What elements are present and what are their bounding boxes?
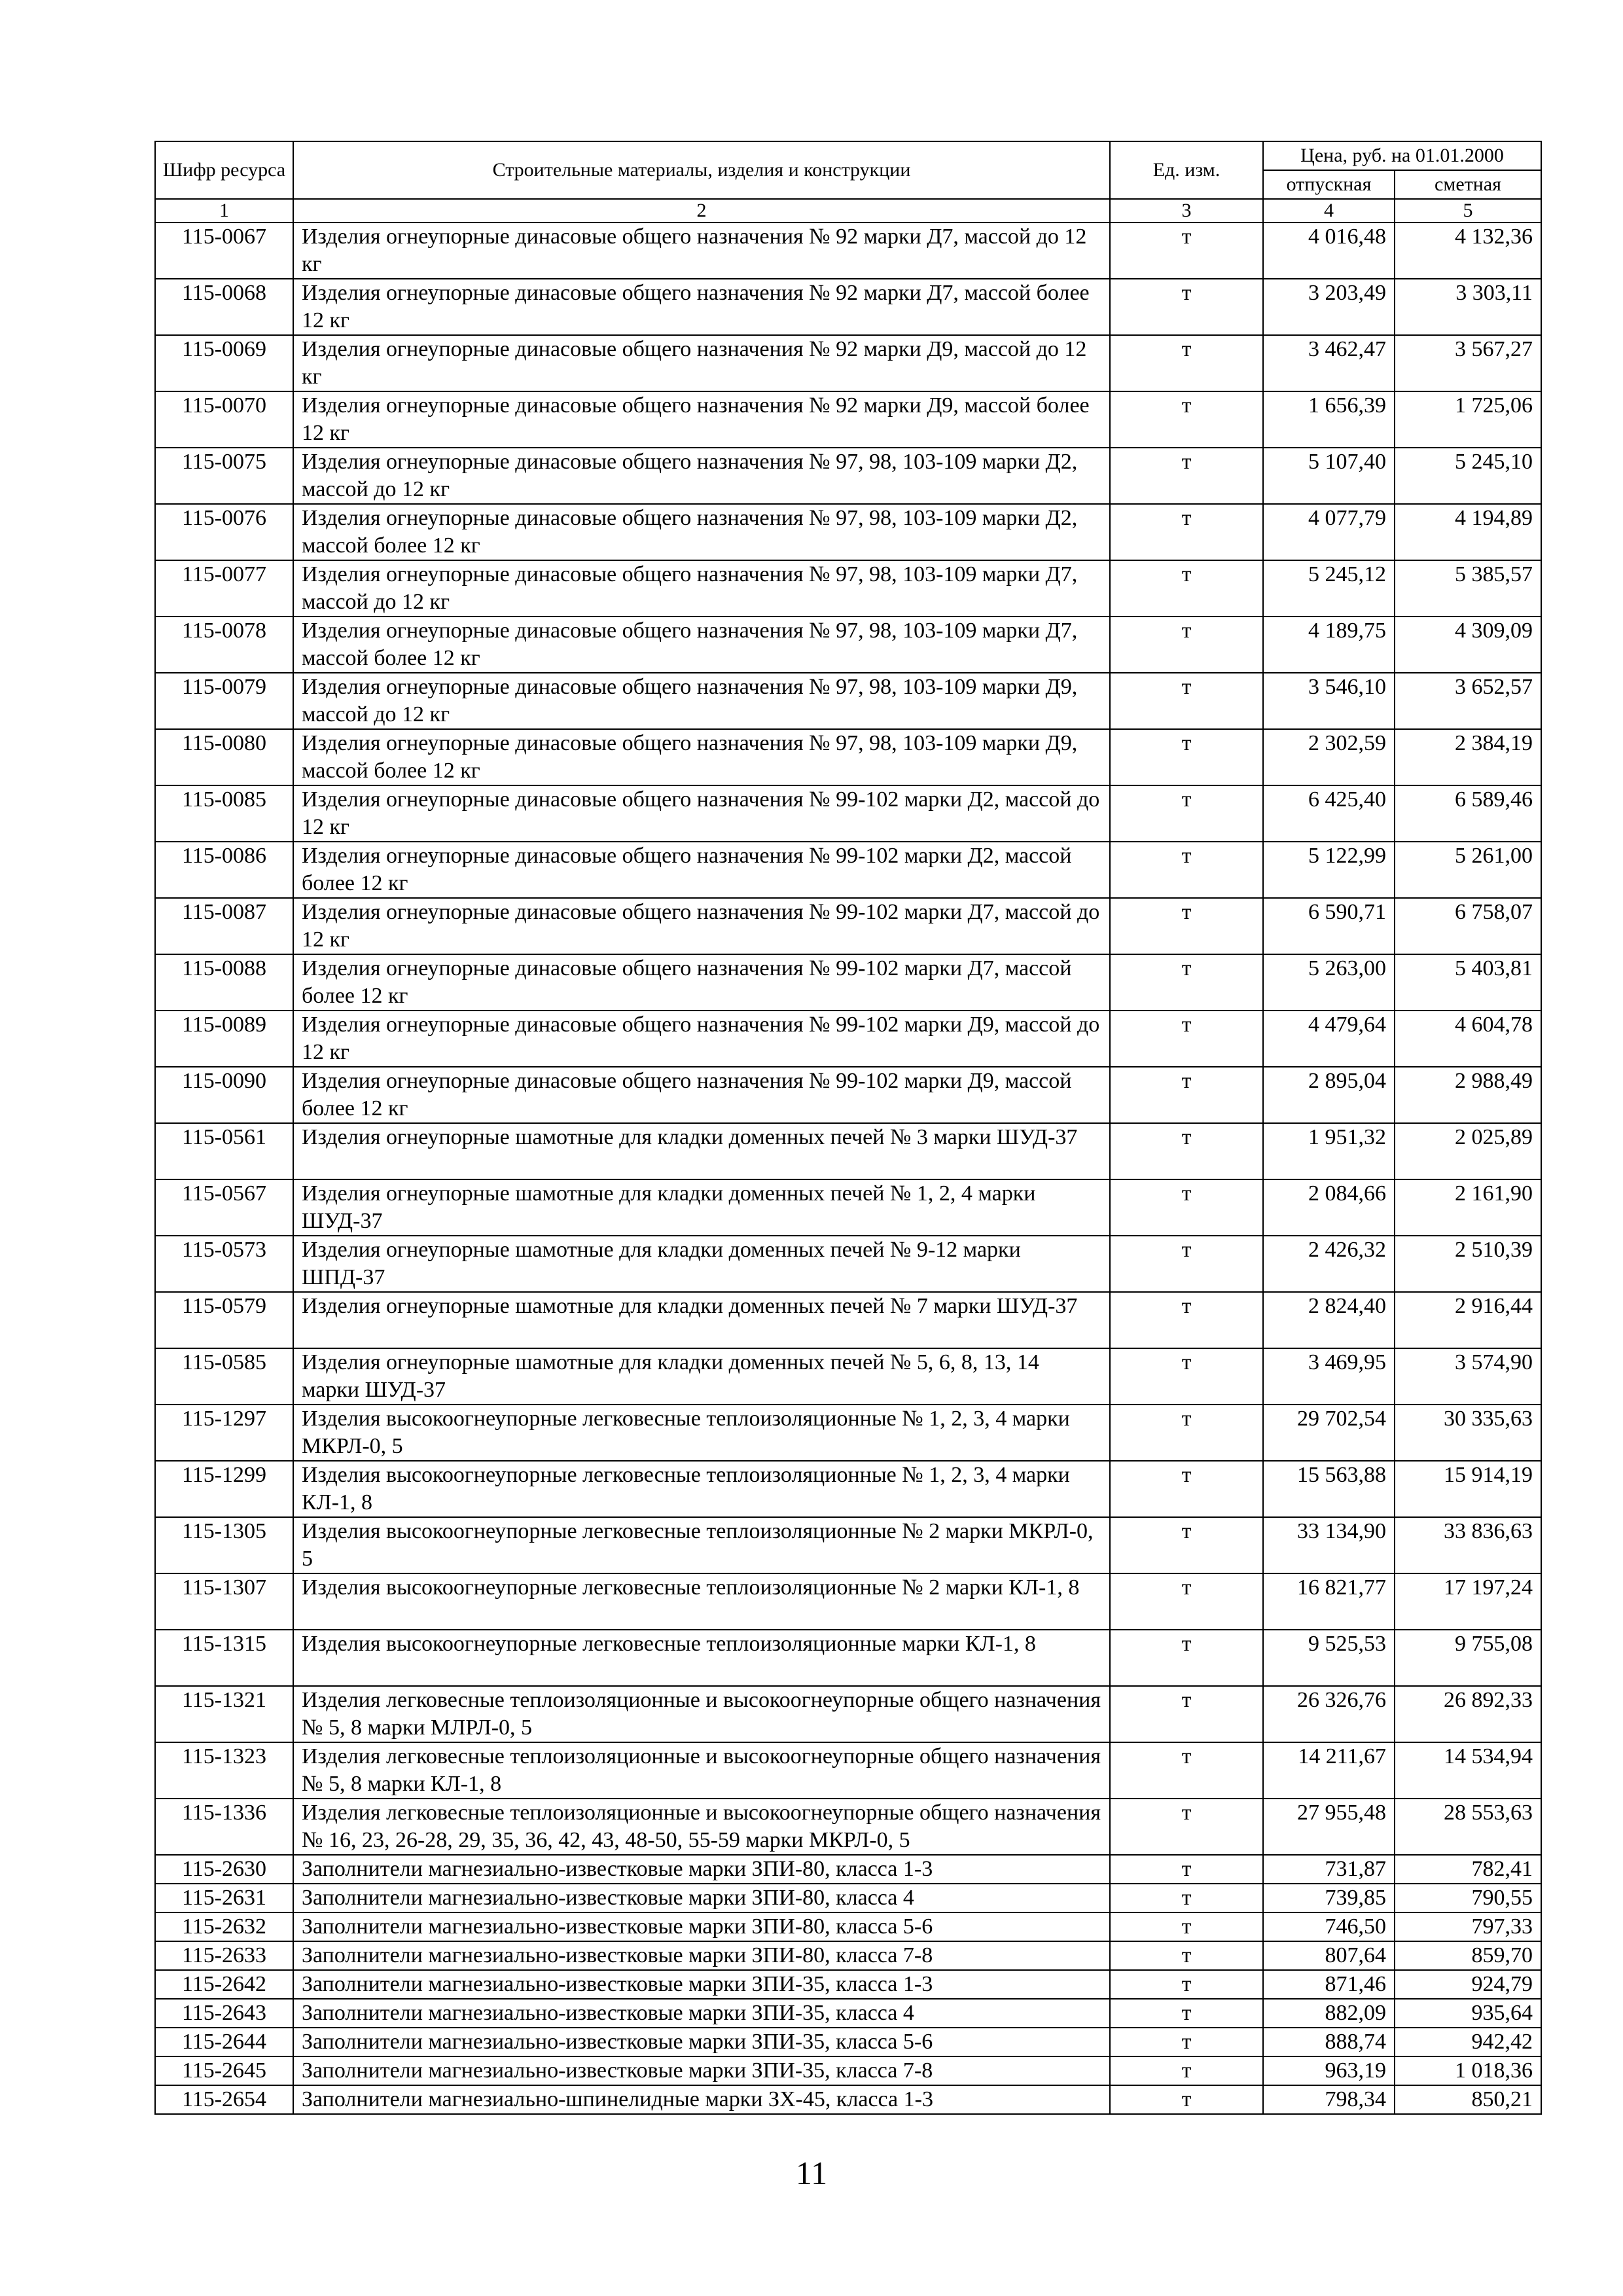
table-row xyxy=(155,1405,1541,1461)
resource-code: 115-0567 xyxy=(155,1179,293,1236)
material-name: Изделия огнеупорные динасовые общего назначения № 99-102 марки Д9, массой более 12 кг xyxy=(293,1067,1110,1123)
unit-cell: т xyxy=(1110,1799,1263,1855)
unit-cell: т xyxy=(1110,729,1263,785)
estimate-price: 5 245,10 xyxy=(1395,448,1541,504)
table-row xyxy=(155,1517,1541,1573)
resource-code: 115-0561 xyxy=(155,1123,293,1179)
wholesale-price: 3 469,95 xyxy=(1263,1348,1395,1405)
table-row xyxy=(155,842,1541,898)
table-row xyxy=(155,391,1541,448)
estimate-price: 790,55 xyxy=(1395,1884,1541,1912)
header-price: Цена, руб. на 01.01.2000 xyxy=(1263,141,1541,170)
estimate-price: 3 574,90 xyxy=(1395,1348,1541,1405)
unit-cell: т xyxy=(1110,785,1263,842)
unit-cell: т xyxy=(1110,1941,1263,1970)
unit-cell: т xyxy=(1110,335,1263,391)
unit-cell: т xyxy=(1110,1011,1263,1067)
table-row xyxy=(155,1742,1541,1799)
unit-cell: т xyxy=(1110,1573,1263,1630)
resource-code: 115-1299 xyxy=(155,1461,293,1517)
estimate-price: 2 384,19 xyxy=(1395,729,1541,785)
resource-code: 115-2644 xyxy=(155,2028,293,2056)
material-name: Заполнители магнезиально-известковые марки ЗПИ-80, класса 4 xyxy=(293,1884,1110,1912)
unit-cell: т xyxy=(1110,279,1263,335)
estimate-price: 15 914,19 xyxy=(1395,1461,1541,1517)
estimate-price: 4 309,09 xyxy=(1395,617,1541,673)
estimate-price: 28 553,63 xyxy=(1395,1799,1541,1855)
estimate-price: 33 836,63 xyxy=(1395,1517,1541,1573)
material-name: Заполнители магнезиально-известковые марки ЗПИ-80, класса 7-8 xyxy=(293,1941,1110,1970)
table-row xyxy=(155,1855,1541,1884)
estimate-price: 1 725,06 xyxy=(1395,391,1541,448)
resource-code: 115-0080 xyxy=(155,729,293,785)
unit-cell: т xyxy=(1110,673,1263,729)
resource-code: 115-1315 xyxy=(155,1630,293,1686)
estimate-price: 797,33 xyxy=(1395,1912,1541,1941)
header-col-number: 3 xyxy=(1110,199,1263,223)
estimate-price: 5 261,00 xyxy=(1395,842,1541,898)
wholesale-price: 5 245,12 xyxy=(1263,560,1395,617)
unit-cell: т xyxy=(1110,504,1263,560)
material-name: Изделия огнеупорные шамотные для кладки доменных печей № 5, 6, 8, 13, 14 марки ШУД-37 xyxy=(293,1348,1110,1405)
unit-cell: т xyxy=(1110,1179,1263,1236)
table-row xyxy=(155,1941,1541,1970)
wholesale-price: 4 479,64 xyxy=(1263,1011,1395,1067)
material-name: Изделия огнеупорные шамотные для кладки доменных печей № 9-12 марки ШПД-37 xyxy=(293,1236,1110,1292)
table-row xyxy=(155,279,1541,335)
wholesale-price: 2 426,32 xyxy=(1263,1236,1395,1292)
estimate-price: 9 755,08 xyxy=(1395,1630,1541,1686)
table-row xyxy=(155,2056,1541,2085)
wholesale-price: 15 563,88 xyxy=(1263,1461,1395,1517)
resource-code: 115-2633 xyxy=(155,1941,293,1970)
unit-cell: т xyxy=(1110,448,1263,504)
material-name: Изделия огнеупорные динасовые общего назначения № 92 марки Д9, массой более 12 кг xyxy=(293,391,1110,448)
table-row xyxy=(155,448,1541,504)
resource-code: 115-1305 xyxy=(155,1517,293,1573)
wholesale-price: 27 955,48 xyxy=(1263,1799,1395,1855)
table-row xyxy=(155,1884,1541,1912)
estimate-price: 6 758,07 xyxy=(1395,898,1541,954)
wholesale-price: 871,46 xyxy=(1263,1970,1395,1999)
unit-cell: т xyxy=(1110,1912,1263,1941)
estimate-price: 2 988,49 xyxy=(1395,1067,1541,1123)
resource-code: 115-0579 xyxy=(155,1292,293,1348)
resource-code: 115-0090 xyxy=(155,1067,293,1123)
table-row xyxy=(155,1686,1541,1742)
estimate-price: 4 194,89 xyxy=(1395,504,1541,560)
wholesale-price: 2 824,40 xyxy=(1263,1292,1395,1348)
material-name: Изделия высокоогнеупорные легковесные теплоизоляционные № 2 марки КЛ-1, 8 xyxy=(293,1573,1110,1630)
unit-cell: т xyxy=(1110,1348,1263,1405)
table-row xyxy=(155,1799,1541,1855)
material-name: Изделия высокоогнеупорные легковесные теплоизоляционные марки КЛ-1, 8 xyxy=(293,1630,1110,1686)
estimate-price: 3 567,27 xyxy=(1395,335,1541,391)
estimate-price: 1 018,36 xyxy=(1395,2056,1541,2085)
resource-code: 115-2643 xyxy=(155,1999,293,2028)
material-name: Изделия огнеупорные динасовые общего назначения № 97, 98, 103-109 марки Д9, массой более 12 кг xyxy=(293,729,1110,785)
estimate-price: 26 892,33 xyxy=(1395,1686,1541,1742)
table-row xyxy=(155,2028,1541,2056)
estimate-price: 14 534,94 xyxy=(1395,1742,1541,1799)
material-name: Заполнители магнезиально-известковые марки ЗПИ-35, класса 5-6 xyxy=(293,2028,1110,2056)
unit-cell: т xyxy=(1110,617,1263,673)
resource-code: 115-0075 xyxy=(155,448,293,504)
table-row xyxy=(155,1179,1541,1236)
resource-code: 115-0079 xyxy=(155,673,293,729)
resource-code: 115-2632 xyxy=(155,1912,293,1941)
material-name: Изделия огнеупорные динасовые общего назначения № 99-102 марки Д2, массой более 12 кг xyxy=(293,842,1110,898)
resource-code: 115-0086 xyxy=(155,842,293,898)
material-name: Заполнители магнезиально-известковые марки ЗПИ-80, класса 5-6 xyxy=(293,1912,1110,1941)
table-row xyxy=(155,1348,1541,1405)
material-name: Заполнители магнезиально-известковые марки ЗПИ-80, класса 1-3 xyxy=(293,1855,1110,1884)
header-col-number: 2 xyxy=(293,199,1110,223)
page-number: 11 xyxy=(795,2155,828,2191)
wholesale-price: 963,19 xyxy=(1263,2056,1395,2085)
resource-code: 115-0573 xyxy=(155,1236,293,1292)
price-table xyxy=(154,141,1542,2115)
table-row xyxy=(155,223,1541,279)
material-name: Изделия огнеупорные динасовые общего назначения № 97, 98, 103-109 марки Д7, массой более 12 кг xyxy=(293,617,1110,673)
material-name: Изделия огнеупорные динасовые общего назначения № 92 марки Д7, массой до 12 кг xyxy=(293,223,1110,279)
wholesale-price: 731,87 xyxy=(1263,1855,1395,1884)
wholesale-price: 2 302,59 xyxy=(1263,729,1395,785)
estimate-price: 2 025,89 xyxy=(1395,1123,1541,1179)
table-row xyxy=(155,1573,1541,1630)
estimate-price: 6 589,46 xyxy=(1395,785,1541,842)
unit-cell: т xyxy=(1110,2085,1263,2114)
material-name: Изделия огнеупорные динасовые общего назначения № 99-102 марки Д9, массой до 12 кг xyxy=(293,1011,1110,1067)
estimate-price: 782,41 xyxy=(1395,1855,1541,1884)
wholesale-price: 6 425,40 xyxy=(1263,785,1395,842)
wholesale-price: 1 951,32 xyxy=(1263,1123,1395,1179)
material-name: Изделия легковесные теплоизоляционные и высокоогнеупорные общего назначения № 5, 8 марки МЛРЛ-0, 5 xyxy=(293,1686,1110,1742)
unit-cell: т xyxy=(1110,1123,1263,1179)
estimate-price: 5 403,81 xyxy=(1395,954,1541,1011)
material-name: Изделия огнеупорные динасовые общего назначения № 97, 98, 103-109 марки Д2, массой более 12 кг xyxy=(293,504,1110,560)
resource-code: 115-1307 xyxy=(155,1573,293,1630)
estimate-price: 2 916,44 xyxy=(1395,1292,1541,1348)
table-row xyxy=(155,1292,1541,1348)
resource-code: 115-1336 xyxy=(155,1799,293,1855)
wholesale-price: 2 084,66 xyxy=(1263,1179,1395,1236)
estimate-price: 4 132,36 xyxy=(1395,223,1541,279)
wholesale-price: 4 016,48 xyxy=(1263,223,1395,279)
material-name: Изделия высокоогнеупорные легковесные теплоизоляционные № 1, 2, 3, 4 марки МКРЛ-0, 5 xyxy=(293,1405,1110,1461)
estimate-price: 3 652,57 xyxy=(1395,673,1541,729)
wholesale-price: 739,85 xyxy=(1263,1884,1395,1912)
estimate-price: 5 385,57 xyxy=(1395,560,1541,617)
unit-cell: т xyxy=(1110,1236,1263,1292)
resource-code: 115-0088 xyxy=(155,954,293,1011)
wholesale-price: 33 134,90 xyxy=(1263,1517,1395,1573)
header-unit: Ед. изм. xyxy=(1110,141,1263,199)
material-name: Изделия огнеупорные динасовые общего назначения № 99-102 марки Д7, массой более 12 кг xyxy=(293,954,1110,1011)
wholesale-price: 5 107,40 xyxy=(1263,448,1395,504)
material-name: Изделия огнеупорные динасовые общего назначения № 99-102 марки Д7, массой до 12 кг xyxy=(293,898,1110,954)
table-body xyxy=(155,223,1541,2114)
table-header xyxy=(155,141,1541,223)
table-row xyxy=(155,898,1541,954)
wholesale-price: 26 326,76 xyxy=(1263,1686,1395,1742)
resource-code: 115-2654 xyxy=(155,2085,293,2114)
resource-code: 115-1321 xyxy=(155,1686,293,1742)
material-name: Изделия легковесные теплоизоляционные и высокоогнеупорные общего назначения № 5, 8 марки КЛ-1, 8 xyxy=(293,1742,1110,1799)
header-estimate: сметная xyxy=(1395,170,1541,199)
wholesale-price: 2 895,04 xyxy=(1263,1067,1395,1123)
resource-code: 115-2631 xyxy=(155,1884,293,1912)
unit-cell: т xyxy=(1110,2028,1263,2056)
resource-code: 115-0078 xyxy=(155,617,293,673)
unit-cell: т xyxy=(1110,1517,1263,1573)
resource-code: 115-0076 xyxy=(155,504,293,560)
resource-code: 115-1297 xyxy=(155,1405,293,1461)
wholesale-price: 4 189,75 xyxy=(1263,617,1395,673)
unit-cell: т xyxy=(1110,1067,1263,1123)
table-row xyxy=(155,1236,1541,1292)
unit-cell: т xyxy=(1110,1855,1263,1884)
material-name: Изделия высокоогнеупорные легковесные теплоизоляционные № 1, 2, 3, 4 марки КЛ-1, 8 xyxy=(293,1461,1110,1517)
unit-cell: т xyxy=(1110,898,1263,954)
wholesale-price: 798,34 xyxy=(1263,2085,1395,2114)
material-name: Изделия легковесные теплоизоляционные и высокоогнеупорные общего назначения № 16, 23, 26-28, 29, 35, 36, 42, 43, 48-50, 55-59 марки МКРЛ-0, 5 xyxy=(293,1799,1110,1855)
table-row xyxy=(155,1630,1541,1686)
header-col-number: 5 xyxy=(1395,199,1541,223)
material-name: Изделия огнеупорные динасовые общего назначения № 97, 98, 103-109 марки Д9, массой до 12 кг xyxy=(293,673,1110,729)
table-row xyxy=(155,504,1541,560)
resource-code: 115-0070 xyxy=(155,391,293,448)
material-name: Заполнители магнезиально-известковые марки ЗПИ-35, класса 7-8 xyxy=(293,2056,1110,2085)
material-name: Заполнители магнезиально-известковые марки ЗПИ-35, класса 1-3 xyxy=(293,1970,1110,1999)
wholesale-price: 3 546,10 xyxy=(1263,673,1395,729)
unit-cell: т xyxy=(1110,1742,1263,1799)
resource-code: 115-0089 xyxy=(155,1011,293,1067)
wholesale-price: 6 590,71 xyxy=(1263,898,1395,954)
estimate-price: 850,21 xyxy=(1395,2085,1541,2114)
resource-code: 115-2645 xyxy=(155,2056,293,2085)
estimate-price: 935,64 xyxy=(1395,1999,1541,2028)
resource-code: 115-0087 xyxy=(155,898,293,954)
table-row xyxy=(155,1970,1541,1999)
resource-code: 115-0068 xyxy=(155,279,293,335)
table-row xyxy=(155,2085,1541,2114)
unit-cell: т xyxy=(1110,1461,1263,1517)
table-row xyxy=(155,335,1541,391)
estimate-price: 924,79 xyxy=(1395,1970,1541,1999)
wholesale-price: 3 203,49 xyxy=(1263,279,1395,335)
estimate-price: 942,42 xyxy=(1395,2028,1541,2056)
wholesale-price: 9 525,53 xyxy=(1263,1630,1395,1686)
header-col-number: 4 xyxy=(1263,199,1395,223)
header-wholesale: отпускная xyxy=(1263,170,1395,199)
unit-cell: т xyxy=(1110,954,1263,1011)
unit-cell: т xyxy=(1110,2056,1263,2085)
material-name: Изделия огнеупорные динасовые общего назначения № 92 марки Д7, массой более 12 кг xyxy=(293,279,1110,335)
resource-code: 115-0069 xyxy=(155,335,293,391)
wholesale-price: 5 263,00 xyxy=(1263,954,1395,1011)
unit-cell: т xyxy=(1110,1999,1263,2028)
material-name: Изделия огнеупорные динасовые общего назначения № 99-102 марки Д2, массой до 12 кг xyxy=(293,785,1110,842)
wholesale-price: 888,74 xyxy=(1263,2028,1395,2056)
estimate-price: 859,70 xyxy=(1395,1941,1541,1970)
table-row xyxy=(155,1461,1541,1517)
wholesale-price: 14 211,67 xyxy=(1263,1742,1395,1799)
table-row xyxy=(155,954,1541,1011)
material-name: Изделия огнеупорные шамотные для кладки доменных печей № 1, 2, 4 марки ШУД-37 xyxy=(293,1179,1110,1236)
header-col-number: 1 xyxy=(155,199,293,223)
wholesale-price: 3 462,47 xyxy=(1263,335,1395,391)
estimate-price: 17 197,24 xyxy=(1395,1573,1541,1630)
unit-cell: т xyxy=(1110,1686,1263,1742)
resource-code: 115-2642 xyxy=(155,1970,293,1999)
estimate-price: 2 161,90 xyxy=(1395,1179,1541,1236)
resource-code: 115-0085 xyxy=(155,785,293,842)
unit-cell: т xyxy=(1110,1884,1263,1912)
table-row xyxy=(155,729,1541,785)
header-code: Шифр ресурса xyxy=(155,141,293,199)
table-row xyxy=(155,1067,1541,1123)
wholesale-price: 29 702,54 xyxy=(1263,1405,1395,1461)
unit-cell: т xyxy=(1110,223,1263,279)
estimate-price: 30 335,63 xyxy=(1395,1405,1541,1461)
material-name: Изделия высокоогнеупорные легковесные теплоизоляционные № 2 марки МКРЛ-0, 5 xyxy=(293,1517,1110,1573)
header-name: Строительные материалы, изделия и конструкции xyxy=(293,141,1110,199)
material-name: Изделия огнеупорные шамотные для кладки доменных печей № 7 марки ШУД-37 xyxy=(293,1292,1110,1348)
unit-cell: т xyxy=(1110,560,1263,617)
material-name: Изделия огнеупорные динасовые общего назначения № 97, 98, 103-109 марки Д2, массой до 12 кг xyxy=(293,448,1110,504)
estimate-price: 4 604,78 xyxy=(1395,1011,1541,1067)
table-row xyxy=(155,1912,1541,1941)
wholesale-price: 5 122,99 xyxy=(1263,842,1395,898)
resource-code: 115-0067 xyxy=(155,223,293,279)
wholesale-price: 807,64 xyxy=(1263,1941,1395,1970)
table-row xyxy=(155,673,1541,729)
material-name: Заполнители магнезиально-шпинелидные марки ЗХ-45, класса 1-3 xyxy=(293,2085,1110,2114)
material-name: Изделия огнеупорные шамотные для кладки доменных печей № 3 марки ШУД-37 xyxy=(293,1123,1110,1179)
unit-cell: т xyxy=(1110,1405,1263,1461)
table-row xyxy=(155,785,1541,842)
wholesale-price: 16 821,77 xyxy=(1263,1573,1395,1630)
wholesale-price: 882,09 xyxy=(1263,1999,1395,2028)
estimate-price: 3 303,11 xyxy=(1395,279,1541,335)
unit-cell: т xyxy=(1110,1292,1263,1348)
material-name: Заполнители магнезиально-известковые марки ЗПИ-35, класса 4 xyxy=(293,1999,1110,2028)
material-name: Изделия огнеупорные динасовые общего назначения № 92 марки Д9, массой до 12 кг xyxy=(293,335,1110,391)
resource-code: 115-0077 xyxy=(155,560,293,617)
unit-cell: т xyxy=(1110,1970,1263,1999)
table-row xyxy=(155,1011,1541,1067)
wholesale-price: 746,50 xyxy=(1263,1912,1395,1941)
unit-cell: т xyxy=(1110,1630,1263,1686)
table-row xyxy=(155,1999,1541,2028)
unit-cell: т xyxy=(1110,842,1263,898)
material-name: Изделия огнеупорные динасовые общего назначения № 97, 98, 103-109 марки Д7, массой до 12 кг xyxy=(293,560,1110,617)
table-row xyxy=(155,617,1541,673)
unit-cell: т xyxy=(1110,391,1263,448)
table-row xyxy=(155,1123,1541,1179)
table-row xyxy=(155,560,1541,617)
resource-code: 115-0585 xyxy=(155,1348,293,1405)
resource-code: 115-2630 xyxy=(155,1855,293,1884)
wholesale-price: 4 077,79 xyxy=(1263,504,1395,560)
resource-code: 115-1323 xyxy=(155,1742,293,1799)
estimate-price: 2 510,39 xyxy=(1395,1236,1541,1292)
wholesale-price: 1 656,39 xyxy=(1263,391,1395,448)
